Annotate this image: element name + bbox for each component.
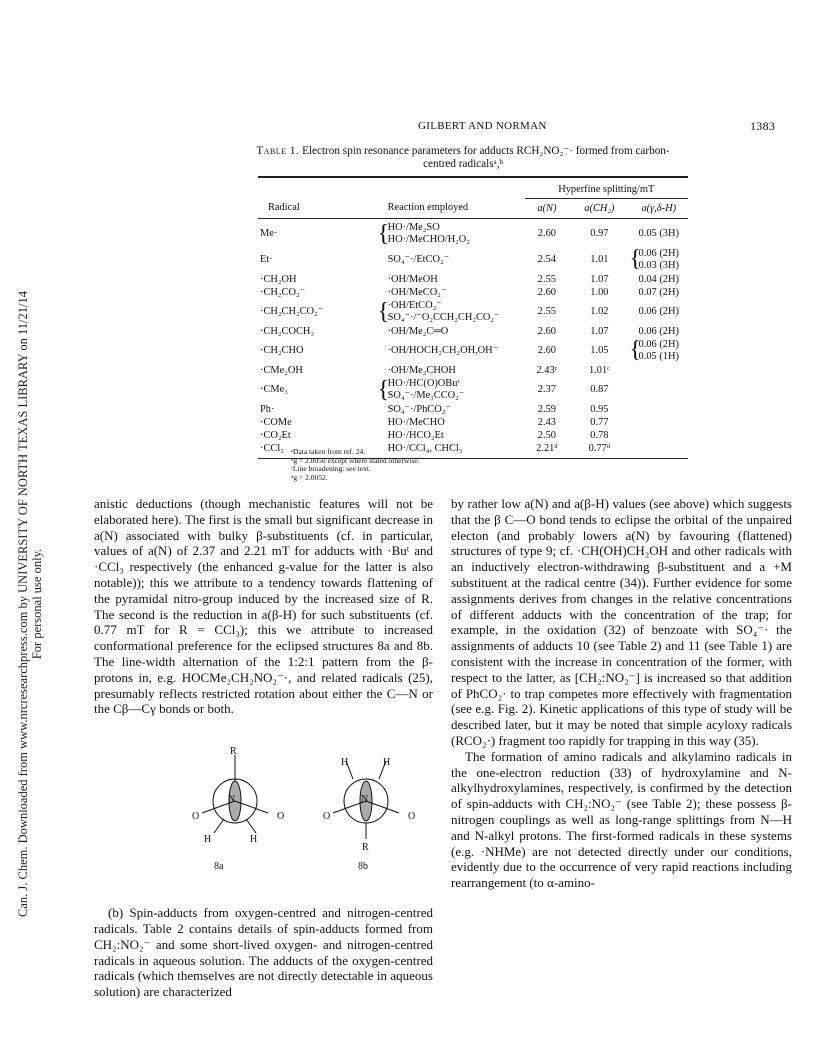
col-header-aN: a(N) [537,202,557,214]
cell-aCH2: 0.95 [590,403,609,415]
cell-agd [630,273,688,286]
cell-aN: 2.55 [537,273,556,285]
cell-aCH2: 0.77ᵈ [588,442,611,454]
reaction-line: HO·/HC(O)OBuᵗ [387,378,460,389]
reaction-line: ·OH/MeCO₂⁻ [387,286,447,298]
cell-aCH2: 0.77 [590,416,609,428]
agd-line: 0.03 (3H) [638,260,679,271]
agd-line: 0.04 (2H) [638,273,679,285]
cell-agd [630,221,688,247]
left-paragraph-2: (b) Spin-adducts from oxygen-centred and nitrogen-centred radicals. Table 2 contains details of spin-adducts formed from CH₂:NO₂⁻ and some short-lived oxygen- and nitrogen-centred radicals in aqueous solution. The adducts of the oxygen-centred radicals (which themselves are not directly detectable in aqueous solution) are characterized [94,905,433,1000]
cell-agd [630,299,688,325]
agd-line: 0.05 (3H) [638,228,679,239]
table-row [258,416,688,429]
cell-reaction [348,429,525,442]
atom-R: R [230,746,237,757]
cell-aCH2: 0.97 [590,228,609,239]
cell-radical: ·COMe [260,416,292,428]
figure-label-8b: 8b [358,861,368,872]
agd-line: 0.06 (2H) [638,339,679,350]
cell-aN: 2.60 [537,286,556,298]
cell-aCH2: 1.02 [590,306,609,317]
atom-H: H [204,834,212,845]
cell-radical: ·CO₂Et [260,429,291,441]
cell-agd [630,416,688,429]
cell-aCH2: 1.01ᶜ [588,364,610,376]
reaction-line: HO·/CCl₄, CHCl₃ [387,442,463,454]
atom-H: H [341,757,349,768]
cell-aCH2: 1.00 [590,286,609,298]
reaction-line: ·OH/Me₂C═O [387,325,449,337]
atom-O: O [323,811,331,822]
right-paragraph-2: The formation of amino radicals and alkylamino radicals in the one-electron reduction (33) of hydroxylamine and N-alkylhydroxylamines, respectively, is confirmed by the detection of spin-adducts with CH₂:NO₂⁻ (see Table 2); these possess β-nitrogen couplings as well as long-range splittings from N—H and N-alkyl protons. The first-formed radicals in these systems (e.g. ·NHMe) are not detected directly under our conditions, evidently due to the occurrence of very rapid reactions including rearrangement (to α-amino- [451,748,792,891]
cell-aN: 2.37 [537,384,556,395]
download-stamp [16,244,44,964]
agd-line: 0.06 (2H) [638,325,679,337]
cell-agd [630,247,688,273]
cell-reaction [348,416,525,429]
cell-aN: 2.50 [537,429,556,441]
cell-aCH2: 1.07 [590,325,609,337]
reaction-line: HO·/MeCHO [387,416,445,428]
cell-aN: 2.54 [537,254,556,265]
cell-agd [630,364,688,377]
cell-agd [630,286,688,299]
brace: { [377,299,390,325]
cell-reaction [348,247,525,273]
brace: { [377,221,390,247]
table-row [258,429,688,442]
cell-radical: Et· [260,254,273,265]
cell-aN: 2.60 [537,228,556,239]
cell-radical: ·CH₂CHO [260,345,304,356]
cell-aCH2: 1.01 [590,254,609,265]
atom-R: R [362,842,369,853]
table-row [258,286,688,299]
cell-aN: 2.43ᶜ [536,364,558,376]
cell-reaction [348,286,525,299]
table-row [258,221,688,247]
reaction-line: SO₄⁻·/Me₃CCO₂⁻ [387,390,465,401]
right-paragraph-1: by rather low a(N) and a(β-H) values (see above) which suggests that the β C—O bond tends to eclipse the orbital of the unpaired electon (and probably lowers a(N) by favouring (flattened) structures of type 9; cf. ·CH(OH)CH₂OH and other radicals with an inductively electron-withdrawing β-substituent and a +M substituent at the radical centre (34)). Further evidence for some assignments derives from changes in the relative concentrations of different adducts with the concentration of the trap; for example, in the oxidation (32) of benzoate with SO₄⁻· the assignments of adducts 10 (see Table 2) and 11 (see Table 1) are consistent with the increase in concentration of the former, with respect to the latter, as [CH₂:NO₂⁻] is increased so that addition of PhCO₂· to trap competes more effectively with fragmentation (see e.g. Fig. 2). Kinetic applications of this type of study will be described later, but it may be noted that simple acyloxy radicals (RCO₂·) fragment too rapidly for trapping in this way (35). [451,496,792,748]
cell-aN: 2.59 [537,403,556,415]
footnote: ᵇg = 2.0050 except where stated otherwise. [291,455,420,465]
cell-aN: 2.43 [537,416,556,428]
cell-agd [630,377,688,403]
download-stamp-line1: Can. J. Chem. Downloaded from www.nrcresearchpress.com by UNIVERSITY OF NORTH TEXAS LIBRARY on 11/21/14 [16,291,30,917]
table-row [258,403,688,416]
table-row [258,377,688,403]
cell-radical: ·CH₂COCH₃ [260,325,315,337]
atom-H: H [383,757,391,768]
cell-radical: ·CH₂OH [260,273,297,285]
cell-radical: ·CCl₃ [260,442,284,454]
cell-radical: Me· [260,228,278,239]
cell-aCH2: 1.05 [590,345,609,356]
esr-table-body [258,221,688,459]
footnote: ᶜLine broadening: see text. [291,464,371,474]
left-paragraph-1: anistic deductions (though mechanistic features will not be elaborated here). The first is the small but significant decrease in a(N) associated with bulky β-substituents (cf. in particular, values of a(N) of 2.37 and 2.21 mT for adducts with ·Buᵗ and ·CCl₃ respectively (the enhanced g-value for the latter is also notable)); this we attribute to a tendency towards flattening of the pyramidal nitro-group induced by the increased size of R. The second is the reduction in a(β-H) for such substituents (cf. 0.77 mT for R = CCl₃); this we attribute to increased conformational preference for the eclipsed structures 8a and 8b. The line-width alternation of the 1:2:1 pattern from the β-protons in, e.g. HOCMe₂CH₂NO₂⁻·, and related radicals (25), presumably reflects restricted rotation about either the C—N or the Cβ—Cγ bonds or both. [94,496,433,717]
brace: { [629,246,642,272]
cell-radical: Ph· [260,403,275,415]
footnote: ᵈg = 2.0052. [291,472,328,482]
right-column [451,496,792,891]
reaction-line: HO·/HCO₂Et [387,429,444,441]
figure-label-8a: 8a [214,861,224,872]
cell-agd [630,403,688,416]
cell-reaction [348,221,525,247]
brace: { [377,377,390,403]
col-header-reaction: Reaction employed [387,202,469,214]
cell-reaction [348,325,525,338]
reaction-line: ·OH/HOCH₂CH₂OH,OH⁻ [387,345,499,356]
cell-agd [630,442,688,455]
table-row [258,299,688,325]
reaction-line: ·OH/Me₂CHOH [387,364,456,376]
agd-line: 0.06 (2H) [638,248,679,259]
cell-radical: ·CMe₃ [260,384,288,395]
table-row [258,247,688,273]
cell-radical: ·CH₂CH₂CO₂⁻ [260,306,324,317]
atom-O: O [192,811,200,822]
left-column [94,496,433,1000]
table-row [258,325,688,338]
cell-aCH2: 0.87 [590,384,609,395]
cell-radical: ·CMe₂OH [260,364,303,376]
reaction-line: SO₄⁻·/PhCO₂⁻ [387,403,451,415]
table-row [258,338,688,364]
cell-reaction [348,364,525,377]
col-header-agd: a(γ,δ-H) [641,202,677,214]
table-caption-label: Table 1. [256,145,300,157]
col-header-radical: Radical [268,202,300,214]
atom-N: N [361,794,369,805]
cell-reaction [348,299,525,325]
cell-reaction [348,377,525,403]
cell-agd [630,429,688,442]
reaction-line: ·OH/MeOH [387,273,438,285]
reaction-line: SO₄⁻·/⁻O₂CCH₂CH₂CO₂⁻ [387,312,500,323]
cell-aCH2: 1.07 [590,273,609,285]
agd-line: 0.05 (1H) [638,351,679,362]
running-title: GILBERT AND NORMAN [418,120,547,132]
table-caption [248,145,678,171]
atom-O: O [408,811,416,822]
cell-aN: 2.60 [537,325,556,337]
cell-reaction [348,403,525,416]
cell-reaction [348,273,525,286]
reaction-line: SO₄⁻·/EtCO₂⁻ [387,254,450,265]
table-row [258,273,688,286]
cell-reaction [348,338,525,364]
page-number: 1383 [750,119,776,133]
atom-O: O [277,811,285,822]
reaction-line: HO·/MeCHO/H₂O₂ [387,234,470,245]
agd-line: 0.07 (2H) [638,286,679,298]
atom-N: N [228,794,236,805]
table-footnotes [291,448,420,482]
reaction-line: ·OH/EtCO₂⁻ [387,300,442,311]
cell-aN: 2.60 [537,345,556,356]
download-stamp-line2: For personal use only. [30,548,44,660]
cell-aN: 2.21ᵈ [536,442,558,454]
cell-radical: ·CH₂CO₂⁻ [260,286,306,298]
agd-line: 0.06 (2H) [638,306,679,317]
reaction-line: HO·/Me₂SO [387,222,440,233]
cell-agd [630,338,688,364]
atom-H: H [250,834,258,845]
esr-table [258,176,688,459]
group-header: Hyperfine splitting/mT [525,182,689,199]
table-row [258,364,688,377]
cell-aN: 2.55 [537,306,556,317]
brace: { [629,337,642,363]
cell-aCH2: 0.78 [590,429,609,441]
col-header-aCH2: a(CH₂) [584,202,615,214]
footnote: ᵃData taken from ref. 24. [291,447,366,456]
table-caption-text: Electron spin resonance parameters for adducts RCH₂NO₂⁻· formed from carbon-centred radicalsᵃ,ᵇ [302,145,670,170]
